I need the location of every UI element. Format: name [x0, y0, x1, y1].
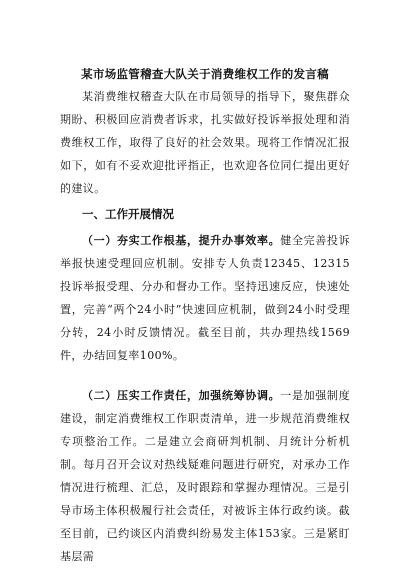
item-2-body: 一是加强制度建设，制定消费维权工作职责清单，进一步规范消费维权专项整治工作。二是建立会商研判机制、月统计分析机制。每月召开会议对热线疑难问题进行研究，对承办工作情况进行梳理、汇总，及时跟踪和掌握办理情况。三是引导市场主体积极履行社会责任，对被诉主体行政约谈。截至目前，已约谈区内消费纠纷易发主体153家。三是紧盯基层需 — [60, 389, 350, 563]
item-1-heading: （一）夯实工作根基，提升办事效率。 — [82, 234, 281, 247]
item-1-body: 健全完善投诉举报快速受理回应机制。安排专人负责12345、12315投诉举报受理、分办和督办工作。坚持迅速反应，快速处置，完善“两个24小时”快速回应机制，做到24小时受理分转，24小时反馈情况。截至目前，共办理热线1569件，办结回复率100%。 — [60, 234, 350, 362]
document-title: 某市场监管稽查大队关于消费维权工作的发言稿 — [81, 67, 329, 81]
intro-paragraph: 某消费维权稽查大队在市局领导的指导下，聚焦群众期盼、积极回应消费者诉求，扎实做好投诉举报处理和消费维权工作，取得了良好的社会效果。现将工作情况汇报如下，如有不妥欢迎批评指正，也欢迎各位同仁提出更好的建议。 — [60, 90, 350, 195]
section-heading: 一、工作开展情况 — [82, 207, 174, 221]
section-item-2 — [60, 384, 350, 568]
item-2-heading: （二）压实工作责任，加强统筹协调。 — [82, 389, 281, 402]
section-item-1 — [60, 229, 350, 367]
